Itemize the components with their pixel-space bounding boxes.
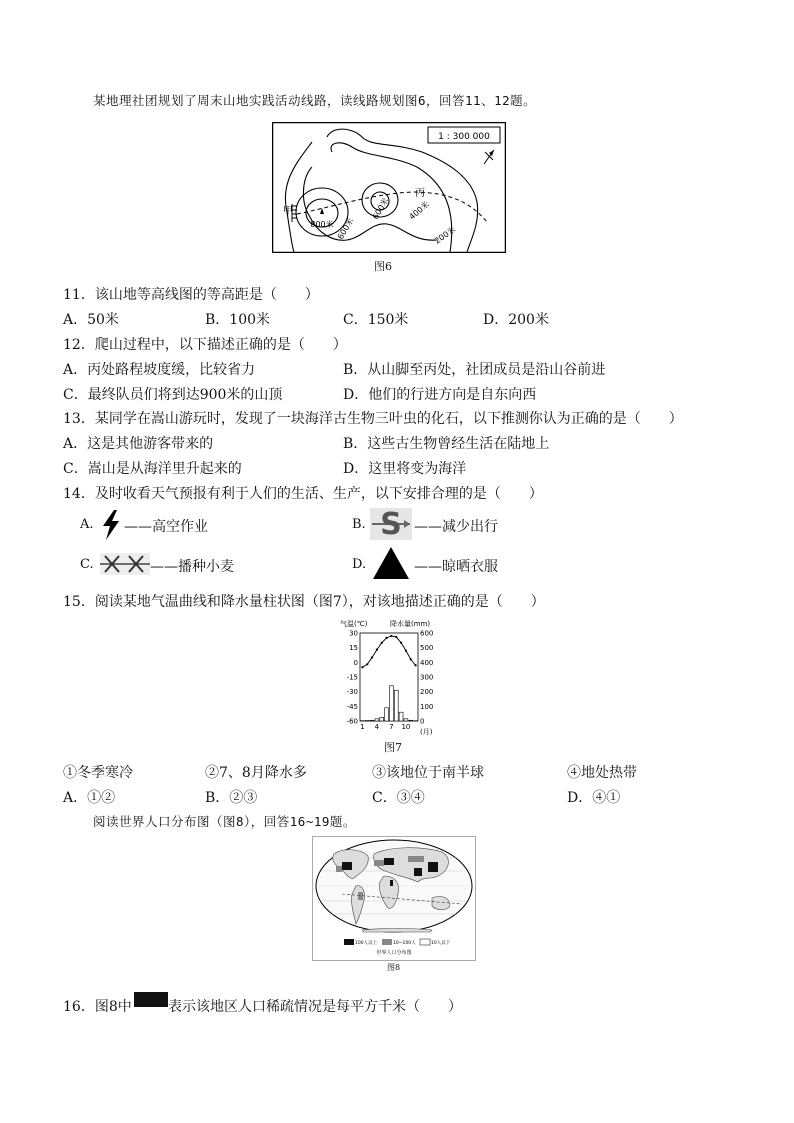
label-bing: 丙 (415, 188, 425, 199)
dense-legend-swatch (134, 992, 168, 1007)
precip-tick-label: 300 (420, 673, 434, 682)
q12-option-b[interactable]: B．从山脚至丙处，社团成员是沿山谷前进 (343, 362, 606, 378)
q13-stem: 13．某同学在嵩山游玩时，发现了一块海洋古生物三叶虫的化石，以下推测你认为正确的是（ ） (63, 411, 683, 427)
sandstorm-icon (370, 508, 412, 540)
temp-point (376, 649, 378, 651)
map8-title: 世界人口分布图 (376, 950, 412, 956)
q14-option-d-text: ——晾晒衣服 (414, 559, 498, 575)
intro-map6: 某地理社团规划了周末山地实践活动线路，读线路规划图6，回答11、12题。 (93, 93, 537, 108)
q11-option-d[interactable]: D．200米 (483, 312, 549, 328)
q16-prefix: 16．图8中 (63, 999, 132, 1015)
q14-option-a-letter[interactable]: A. (80, 517, 94, 532)
temp-point (385, 637, 387, 639)
precip-bar (375, 719, 379, 721)
legend-dense: 100人以上 (355, 941, 378, 946)
temp-tick-label: 0 (353, 658, 358, 667)
precip-tick-label: 500 (420, 644, 434, 653)
q12-option-c[interactable]: C．最终队员们将到达900米的山顶 (63, 387, 283, 403)
temp-point (361, 666, 363, 668)
climate-chart-figure7 (338, 618, 440, 736)
q11-stem: 11．该山地等高线图的等高距是（ ） (63, 287, 319, 303)
q16-suffix: 表示该地区人口稀疏情况是每平方千米（ ） (168, 999, 462, 1015)
q15-option-a[interactable]: A．①② (63, 790, 116, 806)
intro-map8: 阅读世界人口分布图（图8），回答16~19题。 (93, 814, 356, 829)
q15-option-c[interactable]: C．③④ (372, 790, 425, 806)
q15-option-d[interactable]: D．④① (567, 790, 621, 806)
q12-option-d[interactable]: D．他们的行进方向是自东向西 (343, 387, 537, 403)
temp-point (390, 635, 392, 637)
q13-option-c[interactable]: C．嵩山是从海洋里升起来的 (63, 461, 242, 477)
label-800: 800米 (310, 220, 334, 229)
month-tick-label: 7 (389, 723, 394, 731)
temp-point (414, 664, 416, 666)
temp-tick-label: 15 (349, 644, 358, 653)
precip-bar (409, 720, 413, 721)
lightning-icon (100, 510, 122, 540)
plot-frame (360, 633, 418, 721)
q13-option-b[interactable]: B．这些古生物曾经生活在陆地上 (343, 436, 550, 452)
figure7-caption: 图7 (384, 741, 402, 754)
q13-option-a[interactable]: A．这是其他游客带来的 (63, 436, 214, 452)
chart-title-right: 降水量(mm) (390, 620, 431, 628)
scale-text: 1 : 300 000 (438, 132, 490, 142)
label-600a: 600米 (335, 216, 356, 241)
temp-point (410, 658, 412, 660)
figure6-caption: 图6 (374, 260, 392, 273)
q14-option-a-text: ——高空作业 (124, 519, 208, 535)
precip-bar (404, 719, 408, 721)
q14-stem: 14．及时收看天气预报有利于人们的生活、生产，以下安排合理的是（ ） (63, 486, 543, 502)
triangle-weather-icon (370, 545, 412, 581)
svg-text:S: S (380, 508, 402, 540)
legend-sparse: 10人以下 (431, 941, 451, 946)
precip-tick-label: 100 (420, 702, 434, 711)
world-population-map-figure8 (312, 836, 476, 962)
precip-bar (389, 686, 393, 721)
month-tick-label: 1 (360, 723, 365, 731)
temp-point (371, 656, 373, 658)
precip-tick-label: 400 (420, 658, 434, 667)
legend-medium: 10~100人 (393, 941, 416, 946)
figure8-caption: 图8 (387, 963, 401, 972)
q12-option-a[interactable]: A．丙处路程坡度缓，比较省力 (63, 362, 256, 378)
label-400: 400米 (407, 199, 432, 222)
chart-title-left: 气温(℃) (340, 620, 368, 628)
month-tick-label: 4 (374, 723, 380, 731)
precip-tick-label: 200 (420, 688, 434, 697)
temp-point (405, 650, 407, 652)
temp-point (395, 636, 397, 638)
temp-tick-label: 30 (349, 629, 358, 638)
q15-stem: 15．阅读某地气温曲线和降水量柱状图（图7），对该地描述正确的是（ ） (63, 594, 545, 610)
month-unit: (月) (420, 728, 433, 736)
frost-icon (100, 553, 150, 575)
month-tick-label: 10 (401, 723, 411, 731)
temp-tick-label: -15 (346, 673, 358, 682)
q15-statement-3: ③该地位于南半球 (372, 765, 484, 781)
temp-tick-label: -60 (346, 717, 358, 726)
q11-option-c[interactable]: C．150米 (343, 312, 409, 328)
q15-statement-1: ①冬季寒冷 (63, 765, 133, 781)
label-jia: 甲 (283, 206, 293, 217)
q15-option-b[interactable]: B．②③ (205, 790, 258, 806)
precip-bar (385, 708, 389, 721)
q14-option-c-text: ——播种小麦 (150, 559, 234, 575)
q15-statement-4: ④地处热带 (567, 765, 637, 781)
precip-tick-label: 600 (420, 629, 434, 638)
precip-bar (370, 720, 374, 721)
temp-point (381, 642, 383, 644)
precip-tick-label: 0 (420, 717, 425, 726)
contour-map-figure6 (272, 122, 506, 253)
q11-option-a[interactable]: A．50米 (63, 312, 119, 328)
precip-bar (394, 690, 398, 721)
q14-option-c-letter[interactable]: C. (80, 557, 94, 572)
q14-option-d-letter[interactable]: D. (352, 557, 367, 572)
q14-option-b-letter[interactable]: B. (352, 517, 366, 532)
q12-stem: 12．爬山过程中，以下描述正确的是（ ） (63, 337, 347, 353)
q14-option-b-text: ——减少出行 (414, 519, 498, 535)
temp-point (366, 663, 368, 665)
temp-tick-label: -45 (346, 702, 358, 711)
label-600b: 600米 (370, 196, 391, 221)
precip-bar (399, 712, 403, 721)
precip-bar (380, 717, 384, 721)
q13-option-d[interactable]: D．这里将变为海洋 (343, 461, 467, 477)
temp-point (400, 642, 402, 644)
q11-option-b[interactable]: B．100米 (205, 312, 271, 328)
label-200: 200米 (432, 224, 458, 246)
temp-tick-label: -30 (346, 688, 358, 697)
q15-statement-2: ②7、8月降水多 (205, 765, 307, 781)
temperature-curve (362, 636, 415, 667)
